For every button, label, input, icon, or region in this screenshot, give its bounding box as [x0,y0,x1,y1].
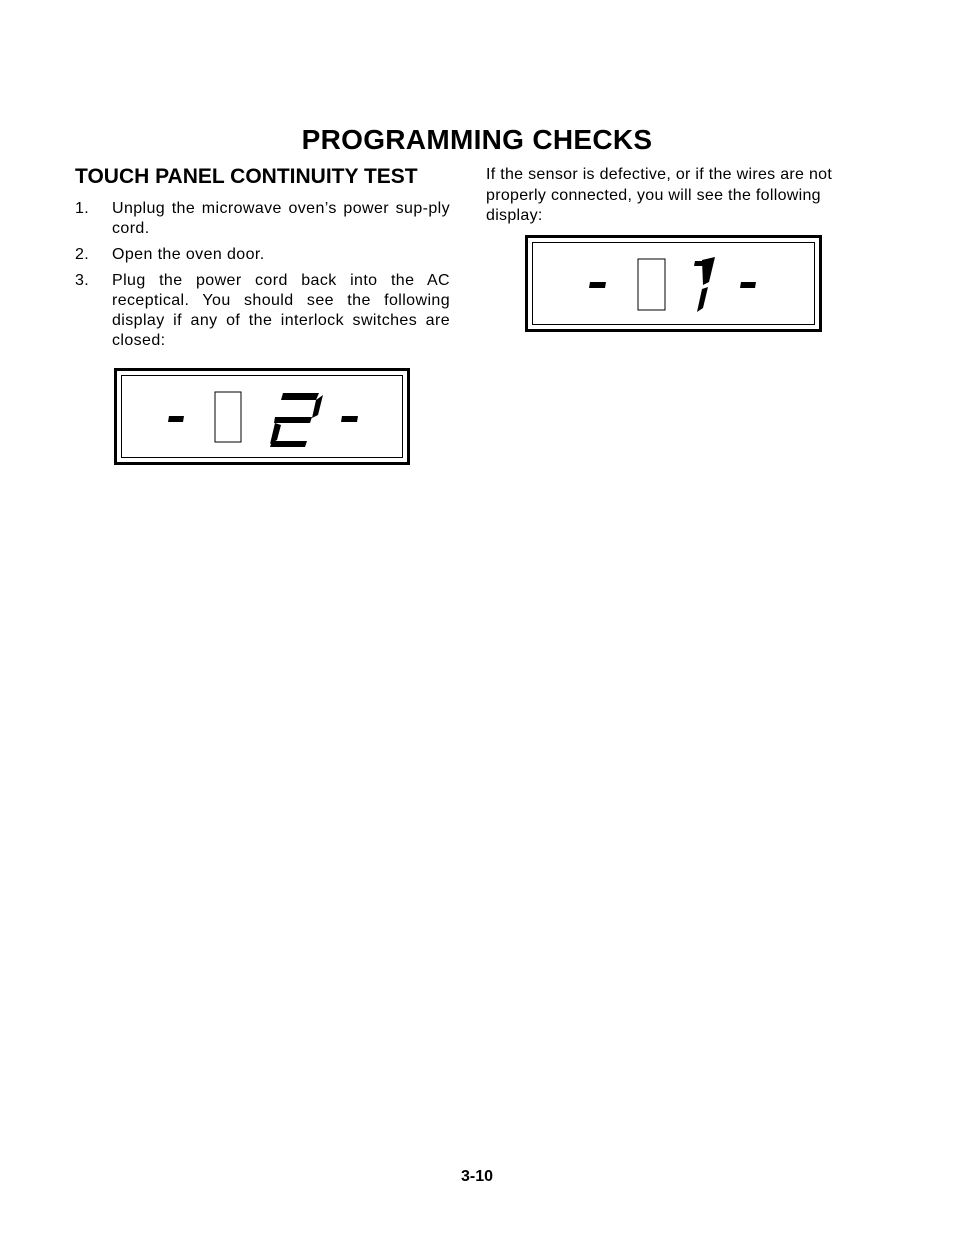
lcd-digit-1 [694,257,715,312]
lcd-blank-digit [215,392,241,442]
list-item [75,199,450,239]
step-text: Plug the power cord back into the AC receptical. You should see the following display if any of the interlock switches are closed: [112,272,450,349]
step-text: Unplug the microwave oven’s power sup-ply cord. [112,200,450,237]
step-number: 3. [75,272,90,289]
left-column [75,165,450,357]
page-number: 3-10 [460,1168,494,1185]
section-title: TOUCH PANEL CONTINUITY TEST [75,165,418,188]
lcd-blank-digit [638,259,665,310]
lcd-dash-right [341,416,358,422]
lcd-dash-left [589,282,606,288]
lcd-dash-left [168,416,184,422]
right-column [486,165,866,227]
lcd-digit-2 [270,393,323,447]
sensor-paragraph: If the sensor is defective, or if the wires are not properly connected, you will see the following display: [486,166,833,224]
step-text: Open the oven door. [112,246,265,263]
lcd-dash-right [740,282,756,288]
list-item [75,245,450,265]
lcd-glyphs [528,238,819,329]
lcd-display-sensor [525,235,822,332]
step-number: 1. [75,200,90,217]
step-number: 2. [75,246,90,263]
lcd-display-interlock [114,368,410,465]
page-title: PROGRAMMING CHECKS [301,124,653,155]
list-item [75,271,450,351]
steps-list [75,199,450,351]
lcd-glyphs [117,371,407,462]
